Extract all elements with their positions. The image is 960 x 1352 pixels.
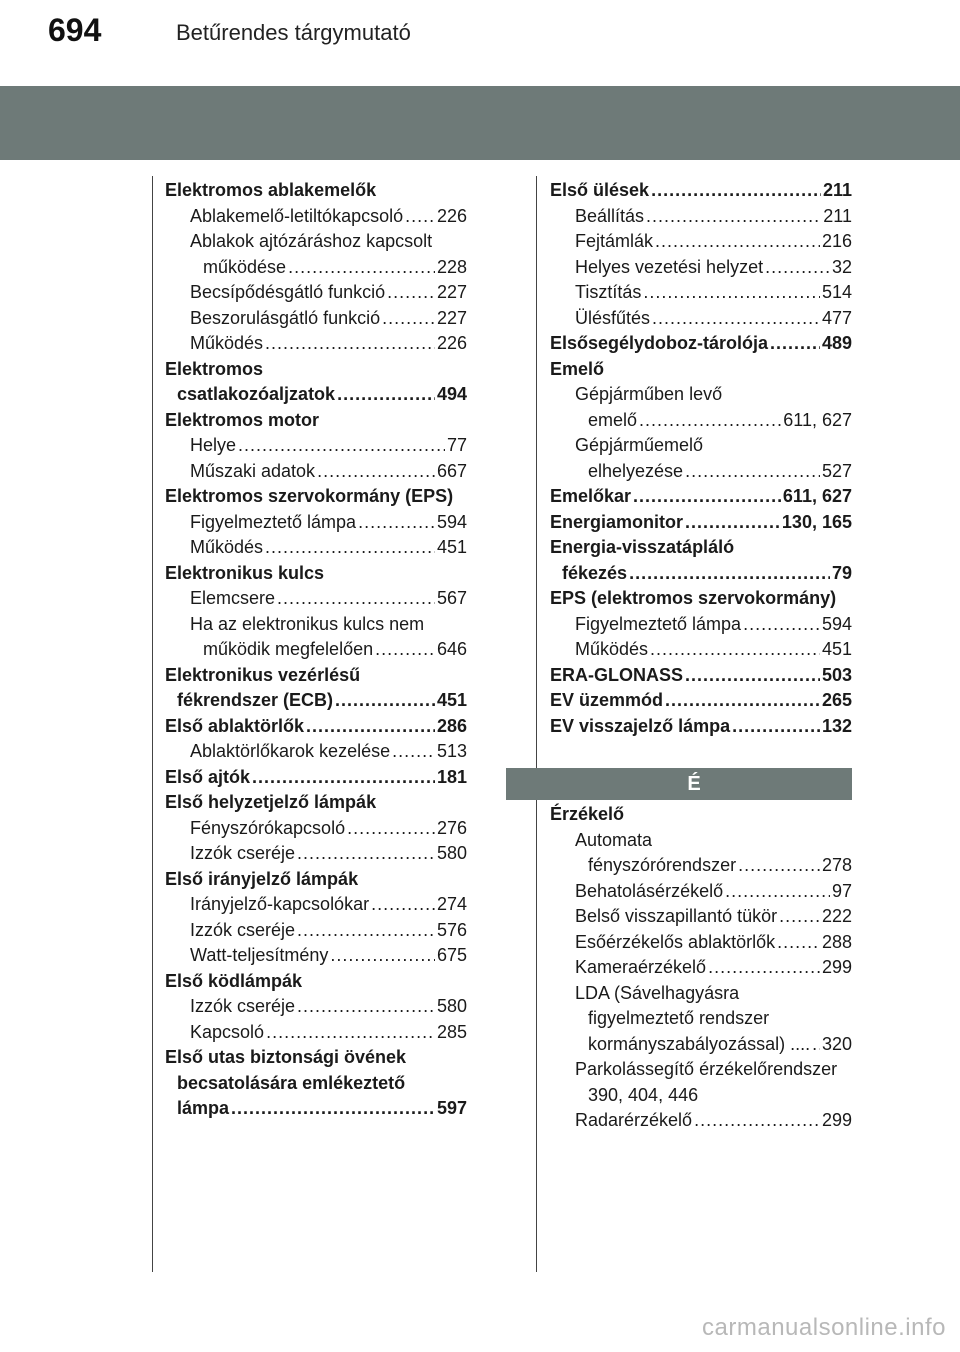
index-term: Izzók cseréje: [190, 996, 296, 1016]
dot-leader: [335, 688, 435, 714]
index-page-ref: 97: [831, 880, 852, 901]
index-entry: [550, 204, 852, 230]
dot-leader: [633, 484, 781, 510]
index-page-ref: 594: [821, 613, 852, 634]
index-page-ref: 222: [821, 906, 852, 926]
index-entry: [550, 408, 852, 434]
dot-leader: [694, 1108, 820, 1134]
index-term: Első irányjelző lámpák: [165, 868, 359, 889]
index-page-ref: 514: [821, 282, 852, 302]
index-term: Elektronikus vezérlésű: [165, 664, 361, 685]
index-entry: [550, 981, 852, 1007]
index-entry: [165, 637, 467, 663]
index-page-ref: 228: [436, 256, 467, 277]
index-entry: [550, 484, 852, 510]
index-entry: [165, 765, 467, 791]
index-entry: [165, 484, 467, 510]
index-term: Izzók cseréje: [190, 843, 296, 863]
index-term: Fényszórókapcsoló: [190, 817, 346, 838]
dot-leader: [743, 612, 820, 638]
dot-leader: [317, 459, 435, 485]
index-page-ref: 32: [831, 256, 852, 277]
index-entry: [550, 510, 852, 536]
index-term: kormányszabályozással) ....: [588, 1033, 811, 1054]
index-entry: [165, 255, 467, 281]
index-page-ref: 77: [446, 435, 467, 455]
index-term: Becsípődésgátló funkció: [190, 282, 386, 302]
dot-leader: [651, 178, 821, 204]
index-term: Kapcsoló: [190, 1021, 265, 1042]
index-term: Belső visszapillantó tükör: [575, 906, 778, 926]
index-entry: [165, 739, 467, 765]
index-entry: [165, 433, 467, 459]
dot-leader: [708, 955, 820, 981]
index-entry: [165, 459, 467, 485]
index-entry: [165, 306, 467, 332]
index-page-ref: 130, 165: [781, 511, 852, 532]
index-term: Helye: [190, 435, 237, 455]
dot-leader: [382, 306, 435, 332]
index-entry: [550, 828, 852, 854]
dot-leader: [231, 1096, 435, 1122]
index-page-ref: 489: [821, 333, 852, 353]
index-page-ref: 226: [436, 205, 467, 226]
index-entry: [550, 1006, 852, 1032]
index-entry: [550, 1108, 852, 1134]
dot-leader: [358, 510, 435, 536]
index-term: Ablakemelő-letiltókapcsoló: [190, 205, 404, 226]
page-title: Betűrendes tárgymutató: [176, 20, 411, 45]
index-term: Energia-visszatápláló: [550, 537, 735, 557]
index-term: Első utas biztonsági övének: [165, 1047, 407, 1067]
index-term: Ablaktörlőkarok kezelése: [190, 741, 391, 761]
index-entry: [550, 357, 852, 383]
dot-leader: [725, 879, 830, 905]
dot-leader: [265, 535, 435, 561]
index-term: Behatolásérzékelő: [575, 880, 724, 901]
dot-leader: [392, 739, 435, 765]
dot-leader: [655, 229, 820, 255]
dot-leader: [665, 688, 820, 714]
index-entry: [550, 586, 852, 612]
index-entry: [550, 879, 852, 905]
index-term: Watt-teljesítmény: [190, 945, 329, 965]
index-entry: [165, 714, 467, 740]
index-term: fékrendszer (ECB): [177, 690, 334, 710]
dot-leader: [337, 382, 435, 408]
dot-leader: [812, 1032, 820, 1058]
dot-leader: [252, 765, 435, 791]
index-page-ref: 265: [821, 690, 852, 710]
dot-leader: [685, 663, 820, 689]
index-term: Kameraérzékelő: [575, 957, 707, 977]
index-term: Első ablaktörlők: [165, 715, 305, 736]
index-entry: [550, 663, 852, 689]
index-entry: [550, 930, 852, 956]
index-term: Fejtámlák: [575, 231, 654, 251]
page-number: 694: [48, 12, 102, 48]
index-term: EPS (elektromos szervokormány): [550, 588, 837, 608]
index-entry: [165, 1096, 467, 1122]
dot-leader: [238, 433, 445, 459]
index-term: Parkolássegítő érzékelőrendszer: [575, 1059, 838, 1079]
index-entry: [165, 1071, 467, 1097]
dot-leader: [643, 280, 820, 306]
index-page-ref: 567: [436, 588, 467, 608]
index-term: Figyelmeztető lámpa: [575, 613, 742, 634]
index-column-right-bottom: [550, 802, 852, 1134]
index-entry: [165, 688, 467, 714]
index-page-ref: 320: [821, 1033, 852, 1054]
index-term: Első helyzetjelző lámpák: [165, 792, 377, 812]
index-entry: [165, 892, 467, 918]
index-term: Működés: [575, 639, 649, 659]
index-term: Figyelmeztető lámpa: [190, 511, 357, 532]
index-entry: [550, 1083, 852, 1109]
index-page-ref: 181: [436, 766, 467, 787]
index-entry: [550, 331, 852, 357]
dot-leader: [732, 714, 820, 740]
index-entry: [550, 229, 852, 255]
index-entry: [165, 790, 467, 816]
index-page-ref: 594: [436, 511, 467, 532]
index-entry: [550, 1057, 852, 1083]
index-entry: [165, 561, 467, 587]
index-column-right-top: [550, 178, 852, 739]
index-entry: [165, 943, 467, 969]
index-term: Műszaki adatok: [190, 460, 316, 481]
watermark: carmanualsonline.info: [702, 1314, 946, 1341]
dot-leader: [265, 331, 435, 357]
index-entry: [165, 229, 467, 255]
top-band: [0, 0, 960, 78]
index-page-ref: 580: [436, 843, 467, 863]
index-entry: [550, 637, 852, 663]
index-term: Elektromos: [165, 358, 264, 379]
index-page-ref: 451: [436, 690, 467, 710]
index-page-ref: 527: [821, 460, 852, 481]
index-page-ref: 211: [823, 205, 852, 226]
index-term: Működés: [190, 333, 264, 353]
index-page-ref: 451: [436, 537, 467, 557]
index-entry: [550, 561, 852, 587]
dot-leader: [297, 918, 435, 944]
index-page-ref: 580: [436, 996, 467, 1016]
index-entry: [165, 969, 467, 995]
index-term: Gépjárműben levő: [575, 384, 723, 404]
index-page-ref: 451: [821, 639, 852, 659]
index-term: Ablakok ajtózáráshoz kapcsolt: [190, 231, 433, 251]
dot-leader: [387, 280, 435, 306]
index-entry: [550, 535, 852, 561]
index-page-ref: 667: [436, 460, 467, 481]
index-term: figyelmeztető rendszer: [588, 1008, 770, 1028]
column-divider-left: [152, 176, 153, 1272]
index-page-ref: 646: [436, 639, 467, 659]
index-entry: [165, 841, 467, 867]
index-entry: [550, 802, 852, 828]
dot-leader: [405, 204, 435, 230]
dot-leader: [371, 892, 435, 918]
index-term: Ülésfűtés: [575, 307, 651, 328]
dot-leader: [646, 204, 821, 230]
index-entry: [165, 178, 467, 204]
index-entry: [550, 280, 852, 306]
index-entry: [550, 178, 852, 204]
dot-leader: [765, 255, 830, 281]
index-entry: [165, 816, 467, 842]
index-term: Beállítás: [575, 205, 645, 226]
index-term: Automata: [575, 829, 653, 850]
index-page-ref: 299: [821, 957, 852, 977]
index-term: Helyes vezetési helyzet: [575, 256, 764, 277]
index-entry: [165, 204, 467, 230]
index-page-ref: 132: [821, 715, 852, 736]
index-term: Első ülések: [550, 180, 650, 200]
index-term: Érzékelő: [550, 804, 625, 824]
index-term: Első ködlámpák: [165, 970, 303, 991]
dot-leader: [777, 930, 820, 956]
index-entry: [165, 918, 467, 944]
index-term: 390, 404, 446: [588, 1084, 699, 1105]
index-term: Elektromos szervokormány (EPS): [165, 486, 454, 506]
index-entry: [165, 357, 467, 383]
index-entry: [165, 280, 467, 306]
index-entry: [165, 663, 467, 689]
dot-leader: [297, 841, 435, 867]
dot-leader: [330, 943, 435, 969]
index-term: Beszorulásgátló funkció: [190, 307, 381, 328]
header-bar: [0, 86, 960, 160]
dot-leader: [297, 994, 435, 1020]
index-entry: [165, 408, 467, 434]
dot-leader: [266, 1020, 435, 1046]
index-term: lámpa: [177, 1098, 230, 1118]
index-page-ref: 675: [436, 945, 467, 965]
index-page-ref: 576: [436, 919, 467, 940]
dot-leader: [347, 816, 435, 842]
index-page-ref: 285: [436, 1021, 467, 1042]
index-page-ref: 278: [821, 855, 852, 875]
index-term: EV visszajelző lámpa: [550, 715, 731, 736]
index-entry: [165, 1045, 467, 1071]
index-entry: [165, 382, 467, 408]
index-entry: [165, 535, 467, 561]
index-term: Működés: [190, 537, 264, 557]
index-term: működése: [203, 256, 287, 277]
index-page-ref: 597: [436, 1098, 467, 1118]
column-divider-middle: [536, 176, 537, 1272]
index-page-ref: 513: [436, 741, 467, 761]
dot-leader: [738, 853, 820, 879]
index-term: Elektromos motor: [165, 409, 320, 430]
index-page-ref: 477: [821, 307, 852, 328]
index-entry: [550, 459, 852, 485]
dot-leader: [650, 637, 820, 663]
dot-leader: [770, 331, 820, 357]
index-page-ref: 494: [436, 384, 467, 404]
dot-leader: [306, 714, 435, 740]
index-term: Esőérzékelős ablaktörlők: [575, 931, 776, 952]
index-entry: [165, 331, 467, 357]
index-page-ref: 611, 627: [782, 486, 852, 506]
index-term: Gépjárműemelő: [575, 435, 704, 455]
index-term: fényszórórendszer: [588, 855, 737, 875]
index-term: elhelyezése: [588, 460, 684, 481]
index-term: csatlakozóaljzatok: [177, 384, 336, 404]
index-entry: [550, 853, 852, 879]
dot-leader: [685, 510, 780, 536]
index-page-ref: 274: [436, 894, 467, 914]
index-entry: [550, 688, 852, 714]
index-column-left: [165, 178, 467, 1122]
index-entry: [550, 714, 852, 740]
index-term: Irányjelző-kapcsolókar: [190, 894, 370, 914]
index-entry: [165, 510, 467, 536]
index-entry: [165, 1020, 467, 1046]
index-term: Elektronikus kulcs: [165, 562, 325, 583]
index-term: fékezés: [562, 562, 628, 583]
index-page-ref: 503: [821, 664, 852, 685]
index-term: működik megfelelően: [203, 639, 374, 659]
index-entry: [550, 1032, 852, 1058]
dot-leader: [652, 306, 820, 332]
index-page-ref: 227: [436, 307, 467, 328]
index-term: Izzók cseréje: [190, 919, 296, 940]
index-entry: [550, 612, 852, 638]
index-page-ref: 299: [821, 1110, 852, 1130]
dot-leader: [685, 459, 820, 485]
dot-leader: [779, 904, 820, 930]
index-page-ref: 216: [821, 231, 852, 251]
index-page-ref: 288: [821, 931, 852, 952]
index-term: Tisztítás: [575, 282, 642, 302]
index-page-ref: 611, 627: [783, 409, 852, 430]
index-entry: [550, 955, 852, 981]
dot-leader: [288, 255, 435, 281]
index-term: Elemcsere: [190, 588, 276, 608]
index-page-ref: 211: [822, 180, 852, 200]
index-term: Radarérzékelő: [575, 1110, 693, 1130]
index-term: Emelőkar: [550, 486, 632, 506]
dot-leader: [639, 408, 781, 434]
dot-leader: [277, 586, 435, 612]
index-page-ref: 276: [436, 817, 467, 838]
index-entry: [550, 306, 852, 332]
index-page-ref: 227: [436, 282, 467, 302]
index-page-ref: 226: [436, 333, 467, 353]
index-entry: [550, 382, 852, 408]
index-term: emelő: [588, 409, 638, 430]
index-entry: [550, 433, 852, 459]
index-term: becsatolására emlékeztető: [177, 1072, 406, 1093]
index-entry: [165, 586, 467, 612]
index-entry: [165, 612, 467, 638]
section-letter: É: [687, 773, 701, 795]
index-term: Emelő: [550, 358, 605, 379]
index-entry: [165, 994, 467, 1020]
dot-leader: [375, 637, 435, 663]
index-term: Elektromos ablakemelők: [165, 180, 377, 200]
index-entry: [550, 255, 852, 281]
dot-leader: [629, 561, 830, 587]
index-term: ERA-GLONASS: [550, 664, 684, 685]
index-term: Ha az elektronikus kulcs nem: [190, 613, 425, 634]
index-term: Energiamonitor: [550, 511, 684, 532]
index-page-ref: 286: [436, 715, 467, 736]
index-term: Első ajtók: [165, 766, 251, 787]
index-entry: [550, 904, 852, 930]
section-letter-band: [506, 768, 852, 800]
index-page-ref: 79: [831, 562, 852, 583]
index-term: LDA (Sávelhagyásra: [575, 982, 740, 1003]
index-entry: [165, 867, 467, 893]
index-term: EV üzemmód: [550, 690, 664, 710]
index-term: Elsősegélydoboz-tárolója: [550, 333, 769, 353]
